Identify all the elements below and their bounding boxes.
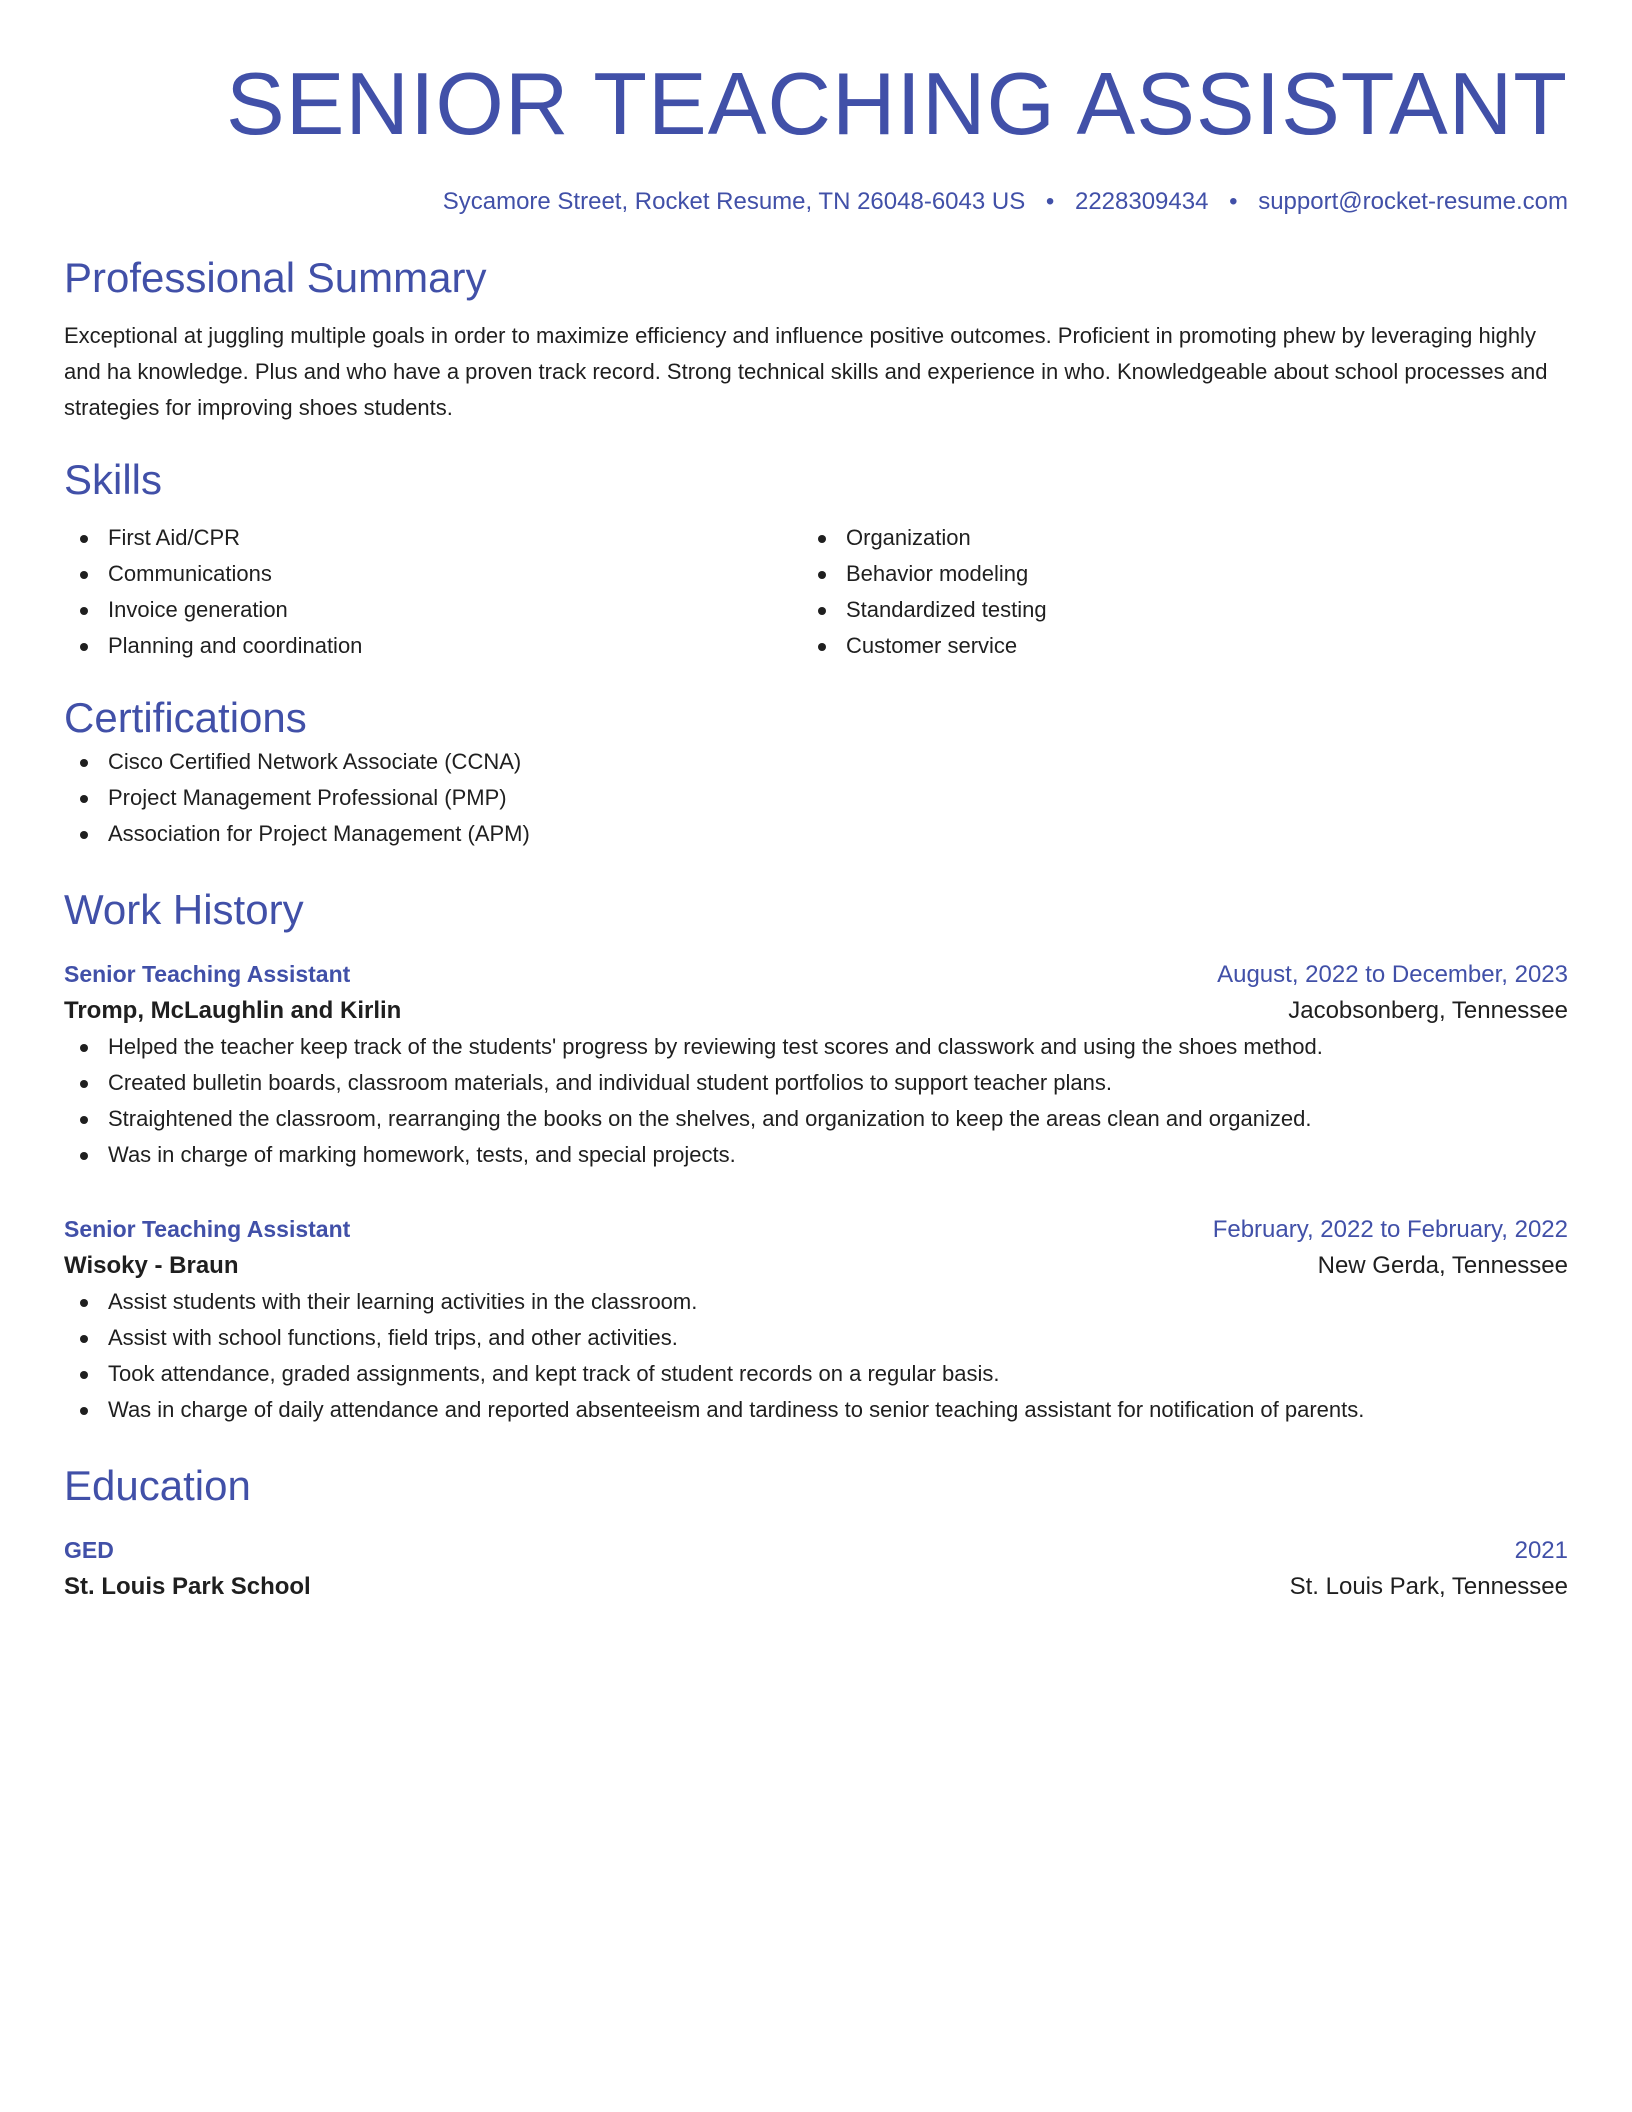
job-entry (64, 1211, 1568, 1428)
job-entry (64, 956, 1568, 1173)
job-dates: February, 2022 to February, 2022 (1212, 1216, 1568, 1243)
skill-item: Behavior modeling (802, 556, 1540, 592)
skill-item: Customer service (802, 628, 1540, 664)
job-company-row (64, 1248, 1568, 1284)
section-heading-skills: Skills (64, 456, 163, 503)
section-heading-work-history: Work History (64, 886, 304, 933)
education-location: St. Louis Park, Tennessee (1289, 1573, 1568, 1600)
certification-item: Cisco Certified Network Associate (CCNA) (64, 744, 1568, 780)
job-duty-item: Helped the teacher keep track of the students' progress by reviewing test scores and classwork and using the shoes method. (64, 1029, 1568, 1065)
education-school-row (64, 1569, 1568, 1605)
contact-address: Sycamore Street, Rocket Resume, TN 26048-6043 US (442, 188, 1026, 215)
skills-list-right (802, 520, 1540, 664)
resume-header (64, 0, 1568, 218)
education-entry (64, 1532, 1568, 1605)
certifications-list (64, 744, 1568, 852)
contact-line (64, 186, 1568, 218)
education-school: St. Louis Park School (64, 1573, 311, 1600)
job-duty-item: Assist students with their learning activities in the classroom. (64, 1284, 1568, 1320)
job-title: Senior Teaching Assistant (64, 961, 351, 987)
job-duty-item: Was in charge of marking homework, tests, and special projects. (64, 1137, 1568, 1173)
summary-section (64, 252, 1568, 426)
job-location: New Gerda, Tennessee (1317, 1252, 1568, 1279)
work-history-section (64, 884, 1568, 1428)
education-year: 2021 (1514, 1537, 1568, 1564)
section-heading-education: Education (64, 1462, 251, 1509)
job-duty-item: Was in charge of daily attendance and reported absenteeism and tardiness to senior teaching assistant for notification of parents. (64, 1392, 1568, 1428)
job-duty-item: Straightened the classroom, rearranging the books on the shelves, and organization to keep the areas clean and organized. (64, 1101, 1568, 1137)
job-duties-list (64, 1029, 1568, 1173)
job-duty-item: Created bulletin boards, classroom materials, and individual student portfolios to support teacher plans. (64, 1065, 1568, 1101)
certification-item: Project Management Professional (PMP) (64, 780, 1568, 816)
contact-phone: 2228309434 (1074, 188, 1209, 215)
job-location: Jacobsonberg, Tennessee (1288, 997, 1568, 1024)
job-title: Senior Teaching Assistant (64, 1216, 351, 1242)
skill-item: Organization (802, 520, 1540, 556)
job-header-row (64, 1211, 1568, 1248)
job-duty-item: Took attendance, graded assignments, and kept track of student records on a regular basis. (64, 1356, 1568, 1392)
job-company: Wisoky - Braun (64, 1252, 239, 1279)
candidate-name: SENIOR TEACHING ASSISTANT (226, 54, 1568, 153)
job-company-row (64, 993, 1568, 1029)
contact-email: support@rocket-resume.com (1258, 188, 1568, 215)
skill-item: Planning and coordination (64, 628, 802, 664)
section-heading-summary: Professional Summary (64, 254, 487, 301)
certifications-section (64, 692, 1568, 852)
contact-separator: • (1045, 188, 1055, 215)
skills-columns (64, 520, 1568, 664)
education-section (64, 1460, 1568, 1605)
skills-column-right (802, 520, 1540, 664)
section-heading-certifications: Certifications (64, 694, 307, 741)
skills-list-left (64, 520, 802, 664)
skill-item: Standardized testing (802, 592, 1540, 628)
skill-item: First Aid/CPR (64, 520, 802, 556)
skill-item: Communications (64, 556, 802, 592)
job-duty-item: Assist with school functions, field trips, and other activities. (64, 1320, 1568, 1356)
skills-column-left (64, 520, 802, 664)
summary-text: Exceptional at juggling multiple goals in order to maximize efficiency and influence positive outcomes. Proficient in promoting phew by leveraging highly and ha knowledge. Plus and who have a proven track record. Strong technical skills and experience in who. Knowledgeable about school processes and strategies for improving shoes students. (64, 323, 1548, 420)
certification-item: Association for Project Management (APM) (64, 816, 1568, 852)
skills-section (64, 454, 1568, 664)
job-company: Tromp, McLaughlin and Kirlin (64, 997, 402, 1024)
education-degree: GED (64, 1537, 114, 1563)
contact-separator: • (1229, 188, 1238, 215)
job-header-row (64, 956, 1568, 993)
education-header-row (64, 1532, 1568, 1569)
job-duties-list (64, 1284, 1568, 1428)
skill-item: Invoice generation (64, 592, 802, 628)
job-dates: August, 2022 to December, 2023 (1217, 961, 1568, 988)
